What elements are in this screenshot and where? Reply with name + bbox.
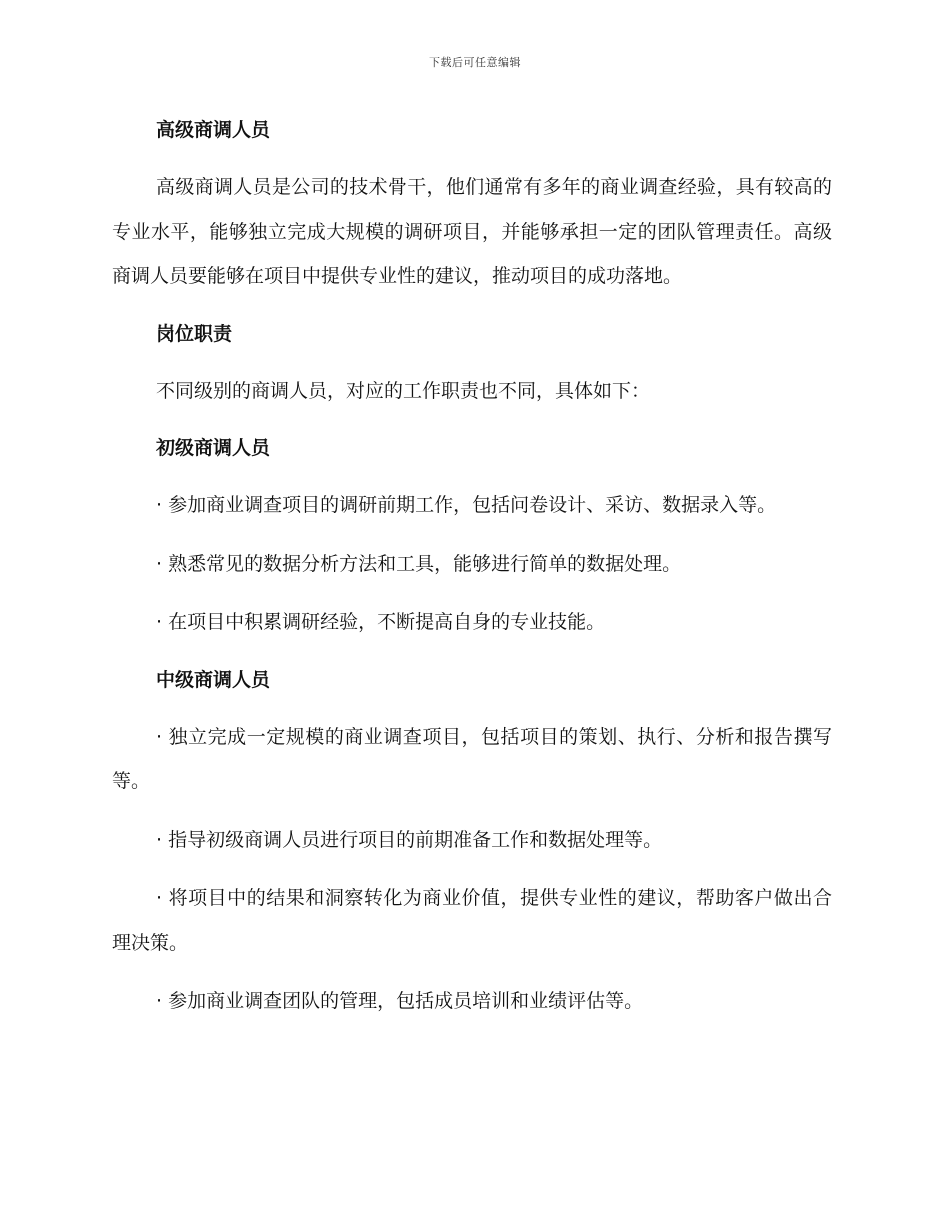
paragraph-duties-intro: 不同级别的商调人员，对应的工作职责也不同，具体如下：: [156, 379, 651, 402]
list-item-middle-4: · 参加商业调查团队的管理，包括成员培训和业绩评估等。: [156, 990, 644, 1012]
list-item-middle-3: · 将项目中的结果和洞察转化为商业价值，提供专业性的建议，帮助客户做出合理决策。: [112, 887, 832, 954]
section-heading-middle: 中级商调人员: [156, 668, 271, 691]
list-item-middle-1: · 独立完成一定规模的商业调查项目，包括项目的策划、执行、分析和报告撰写等。: [112, 725, 832, 792]
list-item-middle-2: · 指导初级商调人员进行项目的前期准备工作和数据处理等。: [156, 828, 663, 851]
list-item-junior-2: · 熟悉常见的数据分析方法和工具，能够进行简单的数据处理。: [156, 552, 682, 575]
list-item-junior-3: · 在项目中积累调研经验，不断提高自身的专业技能。: [156, 611, 606, 633]
section-heading-junior: 初级商调人员: [156, 437, 271, 459]
document-body: [112, 109, 832, 1024]
list-item-junior-1: · 参加商业调查项目的调研前期工作，包括问卷设计、采访、数据录入等。: [156, 494, 777, 516]
section-heading-duties: 岗位职责: [156, 322, 233, 345]
section-heading-senior: 高级商调人员: [156, 119, 271, 141]
page-header-note: 下载后可任意编辑: [429, 56, 521, 69]
paragraph-senior-description: 高级商调人员是公司的技术骨干，他们通常有多年的商业调查经验，具有较高的专业水平，能够独立完成大规模的调研项目，并能够承担一定的团队管理责任。高级商调人员要能够在项目中提供专业性的建议，推动项目的成功落地。: [112, 176, 832, 287]
